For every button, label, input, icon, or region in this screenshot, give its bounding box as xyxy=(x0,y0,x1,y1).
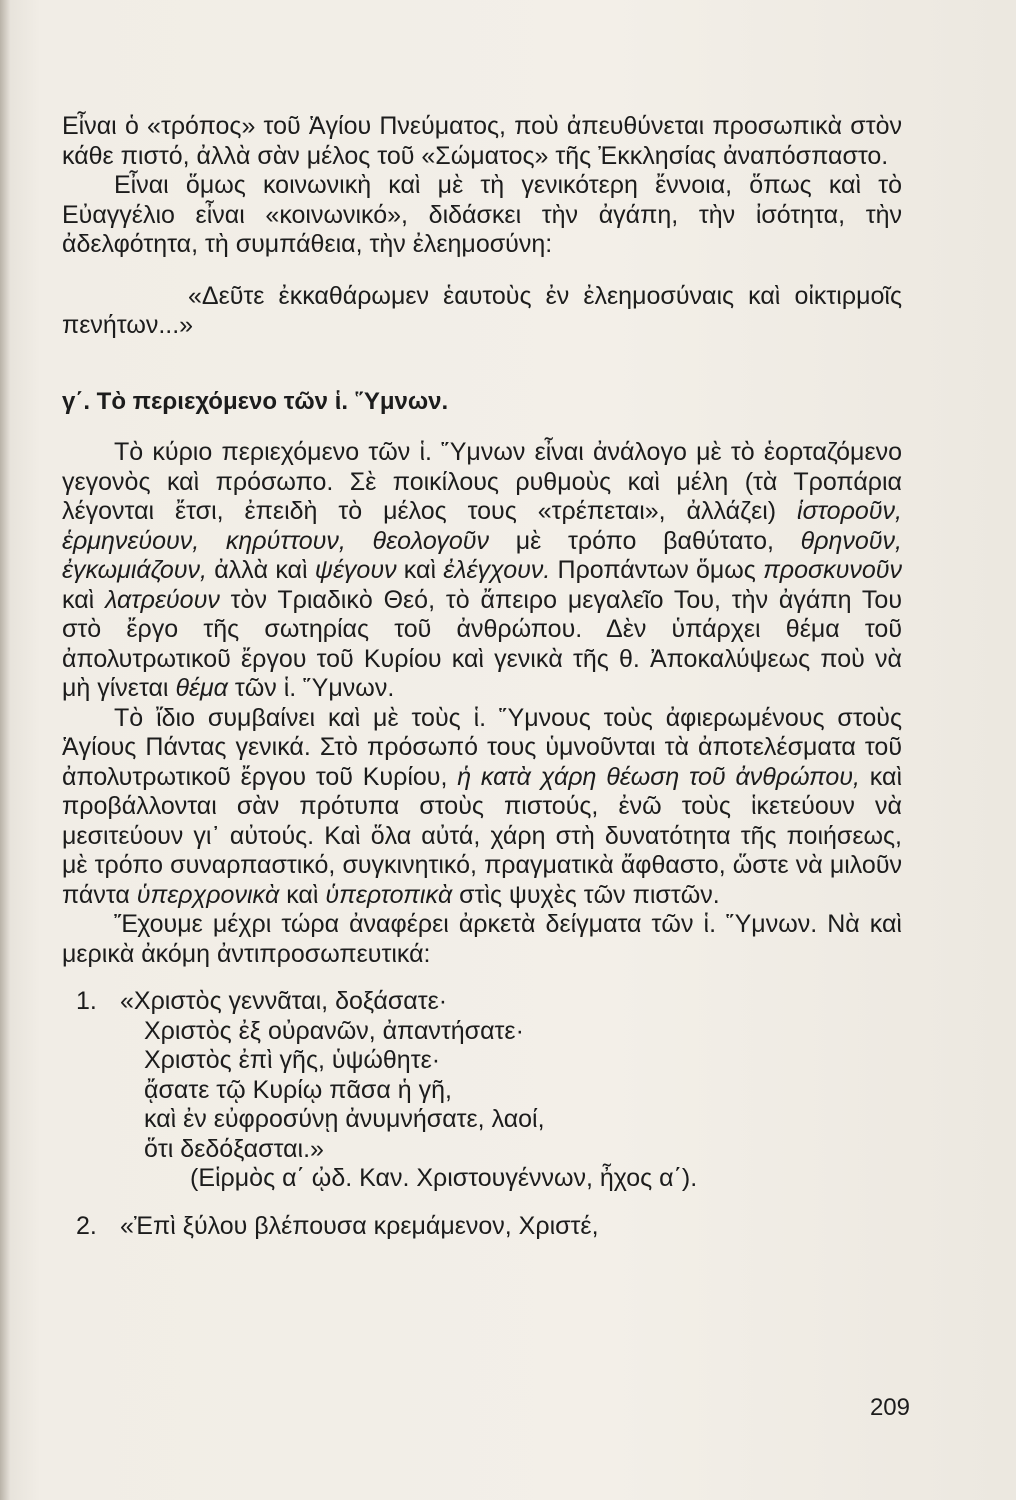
paragraph-3: Τὸ κύριο περιεχόμενο τῶν ἱ. Ὕμνων εἶναι ἀνάλογο μὲ τὸ ἑορταζόμενο γεγονὸς καὶ πρόσωπο. Σὲ ποικίλους ρυθμοὺς καὶ μέλη (τὰ Τροπάρια λέγονται ἔτσι, ἐπειδὴ τὸ μέλος τους «τρέπεται», ἀλλάζει) ἱστοροῦν, ἑρμηνεύουν, κηρύττουν, θεολογοῦν μὲ τρόπο βαθύτατο, θρηνοῦν, ἐγκωμιάζουν, ἀλλὰ καὶ ψέγουν καὶ ἐλέγχουν. Προπάντων ὅμως προσκυνοῦν καὶ λατρεύουν τὸν Τριαδικὸ Θεό, τὸ ἄπειρο μεγαλεῖο Του, τὴν ἀγάπη Του στὸ ἔργο τῆς σωτηρίας τοῦ ἀνθρώπου. Δὲν ὑπάρχει θέμα τοῦ ἀπολυτρωτικοῦ ἔργου τοῦ Κυρίου καὶ γενικὰ τῆς θ. Ἀποκαλύψεως ποὺ νὰ μὴ γίνεται θέμα τῶν ἱ. Ὕμνων. xyxy=(62,438,903,702)
paragraph-1: Εἶναι ὁ «τρόπος» τοῦ Ἁγίου Πνεύματος, ποὺ ἀπευθύνεται προσωπικὰ στὸν κάθε πιστό, ἀλλὰ σὰν μέλος τοῦ «Σώματος» τῆς Ἐκκλησίας ἀναπόσπαστο. xyxy=(62,112,902,170)
hymn-1-line: ὅτι δεδόξασται.» xyxy=(144,1134,324,1163)
body-text xyxy=(62,112,902,1241)
hymn-1 xyxy=(62,987,902,1194)
hymn-1-line: Χριστὸς ἐπὶ γῆς, ὑψώθητε· xyxy=(144,1046,441,1074)
page-number: 209 xyxy=(869,1394,910,1421)
section-heading: γ΄. Τὸ περιεχόμενο τῶν ἱ. Ὕμνων. xyxy=(62,387,449,415)
hymn-1-line: «Χριστὸς γεννᾶται, δοξάσατε· xyxy=(120,987,448,1015)
hymn-1-number: 1. xyxy=(76,987,97,1015)
hymn-1-line: Χριστὸς ἐξ οὐρανῶν, ἀπαντήσατε· xyxy=(144,1016,524,1045)
paragraph-4: Τὸ ἴδιο συμβαίνει καὶ μὲ τοὺς ἱ. Ὕμνους τοὺς ἀφιερωμένους στοὺς Ἁγίους Πάντας γενικά. Στὸ πρόσωπό τους ὑμνοῦνται τὰ ἀποτελέσματα τοῦ ἀπολυτρωτικοῦ ἔργου τοῦ Κυρίου, ἡ κατὰ χάρη θέωση τοῦ ἀνθρώπου, καὶ προβάλλονται σὰν πρότυπα στοὺς πιστούς, ἐνῶ τοὺς ἱκετεύουν νὰ μεσιτεύουν γι᾽ αὐτούς. Καὶ ὅλα αὐτά, χάρη στὴ δυνατότητα τῆς ποιήσεως, μὲ τρόπο συναρπαστικό, συγκινητικό, πραγματικὰ ἄφθαστο, ὥστε νὰ μιλοῦν πάντα ὑπερχρονικὰ καὶ ὑπερτοπικὰ στὶς ψυχὲς τῶν πιστῶν. xyxy=(62,703,903,909)
quote-block: «Δεῦτε ἐκκαθάρωμεν ἑαυτοὺς ἐν ἐλεημοσύναις καὶ οἰκτιρμοῖς πενήτων...» xyxy=(62,281,902,339)
paragraph-5: Ἔχουμε μέχρι τώρα ἀναφέρει ἀρκετὰ δείγματα τῶν ἱ. Ὕμνων. Νὰ καὶ μερικὰ ἀκόμη ἀντιπροσωπευτικά: xyxy=(62,910,902,968)
hymn-1-line: ᾄσατε τῷ Κυρίῳ πᾶσα ἡ γῆ, xyxy=(144,1075,452,1104)
hymn-1-line: καὶ ἐν εὐφροσύνῃ ἀνυμνήσατε, λαοί, xyxy=(144,1105,545,1133)
paragraph-2: Εἶναι ὅμως κοινωνικὴ καὶ μὲ τὴ γενικότερη ἔννοια, ὅπως καὶ τὸ Εὐαγγέλιο εἶναι «κοινωνικό», διδάσκει τὴν ἀγάπη, τὴν ἰσότητα, τὴν ἀδελφότητα, τὴ συμπάθεια, τὴν ἐλεημοσύνη: xyxy=(62,171,902,258)
page-binding-edge xyxy=(0,0,10,1500)
hymn-1-source: (Εἱρμὸς α΄ ᾠδ. Καν. Χριστουγέννων, ἦχος α΄). xyxy=(190,1164,698,1192)
hymn-2 xyxy=(62,1212,902,1242)
hymn-2-number: 2. xyxy=(76,1211,97,1240)
hymn-2-line: «Ἐπὶ ξύλου βλέπουσα κρεμάμενον, Χριστέ, xyxy=(120,1211,599,1240)
